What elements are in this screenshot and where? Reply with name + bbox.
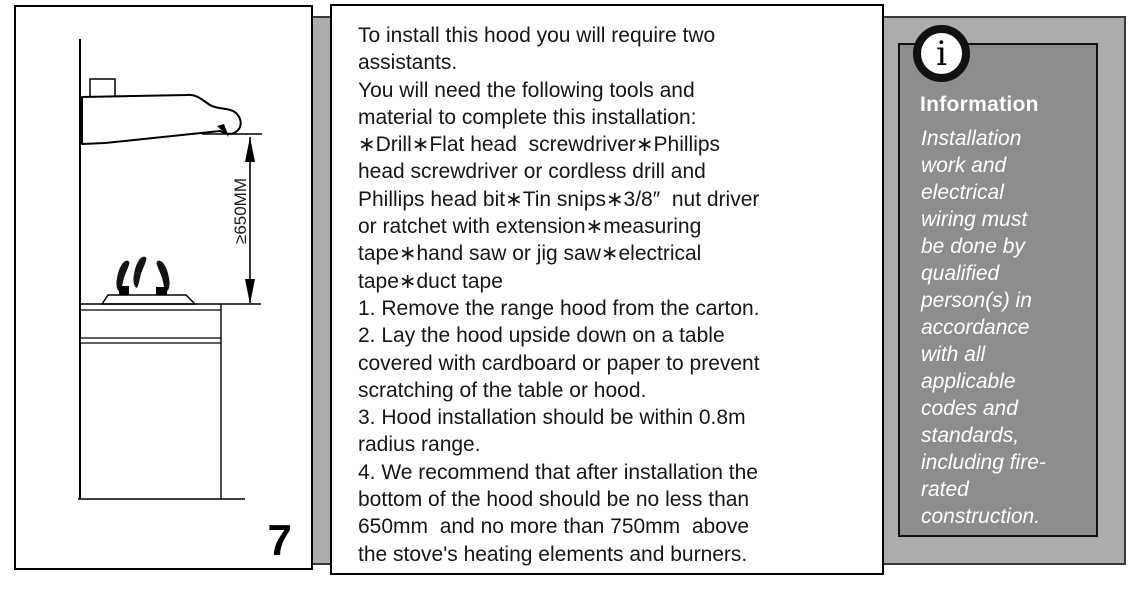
- instruction-line: To install this hood you will require two: [358, 24, 716, 47]
- hood-outline: [82, 95, 241, 144]
- instruction-line: ∗Drill∗Flat head screwdriver∗Phillips: [358, 133, 721, 157]
- dimension-arrow: [231, 137, 255, 304]
- info-line: rated: [921, 478, 969, 501]
- info-body: [921, 125, 1090, 530]
- info-line: Installation: [921, 127, 1022, 150]
- info-line: including fire-: [921, 451, 1046, 474]
- instruction-line: covered with cardboard or paper to prevent: [358, 351, 760, 375]
- instruction-line: 650mm and no more than 750mm above: [358, 515, 750, 539]
- info-line: qualified: [921, 262, 1000, 285]
- instruction-line: bottom of the hood should be no less than: [358, 488, 750, 512]
- info-icon-glyph: i: [936, 33, 947, 74]
- instruction-line: or ratchet with extension∗measuring: [358, 215, 702, 239]
- instruction-line: tape∗duct tape: [358, 269, 503, 293]
- burner-base: [102, 295, 195, 304]
- info-line: applicable: [921, 370, 1016, 393]
- stove-body: [78, 304, 261, 499]
- instruction-line: assistants.: [358, 51, 458, 75]
- info-title: Information: [920, 93, 1039, 116]
- info-icon: [913, 25, 970, 82]
- instructions-text: [358, 22, 876, 568]
- instruction-line: You will need the following tools and: [358, 78, 695, 102]
- info-line: work and: [921, 154, 1007, 177]
- instruction-line: 1. Remove the range hood from the carton.: [358, 296, 760, 320]
- dimension-label: ≥650MM: [231, 177, 250, 245]
- instruction-line: head screwdriver or cordless drill and: [358, 160, 706, 184]
- info-line: person(s) in: [921, 289, 1032, 312]
- instruction-line: material to complete this installation:: [358, 105, 697, 129]
- instruction-line: tape∗hand saw or jig saw∗electrical: [358, 242, 702, 266]
- instruction-line: 4. We recommend that after installation the: [358, 460, 758, 484]
- figure-panel: [14, 5, 313, 570]
- info-line: be done by: [921, 235, 1025, 258]
- flame-icon: [133, 257, 146, 288]
- duct-rect: [90, 79, 115, 97]
- instruction-line: 3. Hood installation should be within 0.8m: [358, 406, 746, 430]
- range-hood-installation-drawing: [16, 7, 311, 568]
- instruction-line: Phillips head bit∗Tin snips∗3/8″ nut driver: [358, 187, 760, 211]
- info-line: codes and: [921, 397, 1018, 420]
- instruction-line: radius range.: [358, 433, 481, 457]
- instruction-line: 2. Lay the hood upside down on a table: [358, 324, 725, 348]
- instructions-panel: [330, 4, 884, 575]
- info-line: accordance: [921, 316, 1030, 339]
- info-line: electrical: [921, 181, 1004, 204]
- information-box: [898, 33, 1098, 537]
- instruction-line: scratching of the table or hood.: [358, 378, 647, 402]
- figure-number: 7: [267, 516, 292, 565]
- info-line: wiring must: [921, 208, 1028, 231]
- info-line: standards,: [921, 424, 1020, 447]
- info-line: construction.: [921, 505, 1041, 528]
- instruction-line: the stove's heating elements and burners.: [358, 542, 748, 566]
- info-line: with all: [921, 343, 986, 366]
